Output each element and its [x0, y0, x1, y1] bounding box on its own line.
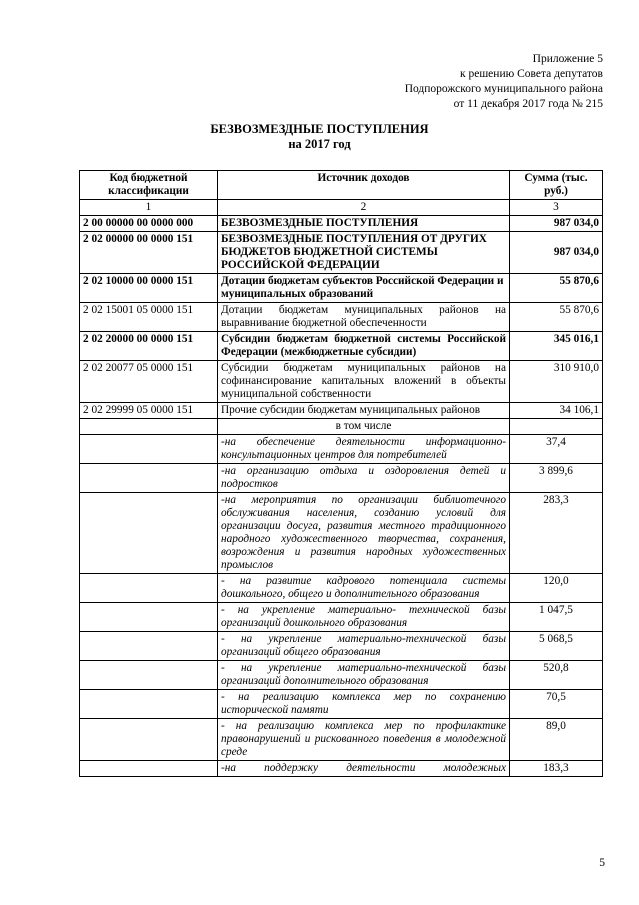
- row-source: Дотации бюджетам муниципальных районов на выравнивание бюджетной обеспеченности: [218, 303, 510, 332]
- appendix-line-3: Подпорожского муниципального района: [404, 83, 603, 95]
- row-code: 2 00 00000 00 0000 000: [80, 216, 218, 232]
- row-source: в том числе: [218, 419, 510, 435]
- row-source: Прочие субсидии бюджетам муниципальных районов: [218, 403, 510, 419]
- row-code: [80, 719, 218, 761]
- appendix-block: [405, 52, 603, 112]
- table-row: [80, 661, 603, 690]
- header-code: Код бюджетной классификации: [80, 171, 218, 200]
- row-sum: 3 899,6: [510, 464, 603, 493]
- row-sum: 987 034,0: [510, 216, 603, 232]
- column-number: 3: [510, 200, 603, 216]
- table-row: [80, 232, 603, 274]
- table-row: [80, 493, 603, 574]
- row-sum: 120,0: [510, 574, 603, 603]
- row-sum: 345 016,1: [510, 332, 603, 361]
- row-sum: 283,3: [510, 493, 603, 574]
- row-source: -на организацию отдыха и оздоровления детей и подростков: [218, 464, 510, 493]
- row-source: - на укрепление материально- технической базы организаций дошкольного образования: [218, 603, 510, 632]
- table-row: [80, 303, 603, 332]
- row-sum: 310 910,0: [510, 361, 603, 403]
- row-code: 2 02 20077 05 0000 151: [80, 361, 218, 403]
- row-source: -на мероприятия по организации библиотечного обслуживания населения, созданию условий для организации досуга, развития местного традиционного народного художественного творчества, сохранения, возрождения и развития народных художественных промыслов: [218, 493, 510, 574]
- table-row: [80, 719, 603, 761]
- row-code: [80, 435, 218, 464]
- row-source: БЕЗВОЗМЕЗДНЫЕ ПОСТУПЛЕНИЯ ОТ ДРУГИХ БЮДЖЕТОВ БЮДЖЕТНОЙ СИСТЕМЫ РОССИЙСКОЙ ФЕДЕРАЦИИ: [218, 232, 510, 274]
- table-row: [80, 761, 603, 777]
- row-code: [80, 761, 218, 777]
- row-code: 2 02 20000 00 0000 151: [80, 332, 218, 361]
- row-source: - на реализацию комплекса мер по профилактике правонарушений и рискованного поведения в молодежной среде: [218, 719, 510, 761]
- row-code: [80, 493, 218, 574]
- row-code: [80, 574, 218, 603]
- row-code: [80, 464, 218, 493]
- row-sum: 5 068,5: [510, 632, 603, 661]
- appendix-line-4: от 11 декабря 2017 года № 215: [453, 98, 603, 110]
- table-row: [80, 464, 603, 493]
- table-row: [80, 435, 603, 464]
- revenue-table: [79, 170, 603, 777]
- row-code: [80, 661, 218, 690]
- row-sum: 89,0: [510, 719, 603, 761]
- row-sum: 70,5: [510, 690, 603, 719]
- row-code: 2 02 29999 05 0000 151: [80, 403, 218, 419]
- row-code: 2 02 15001 05 0000 151: [80, 303, 218, 332]
- column-number: 2: [218, 200, 510, 216]
- row-code: 2 02 00000 00 0000 151: [80, 232, 218, 274]
- appendix-line-1: Приложение 5: [532, 53, 603, 65]
- row-sum: 520,8: [510, 661, 603, 690]
- header-sum: Сумма (тыс. руб.): [510, 171, 603, 200]
- table-row: [80, 332, 603, 361]
- row-source: БЕЗВОЗМЕЗДНЫЕ ПОСТУПЛЕНИЯ: [218, 216, 510, 232]
- row-sum: 987 034,0: [510, 232, 603, 274]
- row-sum: 37,4: [510, 435, 603, 464]
- row-source: -на поддержку деятельности молодежных: [218, 761, 510, 777]
- table-row: [80, 274, 603, 303]
- document-title: [0, 122, 639, 152]
- row-code: [80, 690, 218, 719]
- table-row: [80, 574, 603, 603]
- row-source: - на реализацию комплекса мер по сохранению исторической памяти: [218, 690, 510, 719]
- column-number: 1: [80, 200, 218, 216]
- row-sum: 34 106,1: [510, 403, 603, 419]
- header-source: Источник доходов: [218, 171, 510, 200]
- row-sum: 1 047,5: [510, 603, 603, 632]
- row-sum: 183,3: [510, 761, 603, 777]
- table-row: [80, 603, 603, 632]
- table-row: [80, 216, 603, 232]
- table-row: [80, 403, 603, 419]
- row-sum: [510, 419, 603, 435]
- row-source: Субсидии бюджетам муниципальных районов на софинансирование капитальных вложений в объекты муниципальной собственности: [218, 361, 510, 403]
- row-source: - на укрепление материально-технической базы организаций общего образования: [218, 632, 510, 661]
- title-line-1: БЕЗВОЗМЕЗДНЫЕ ПОСТУПЛЕНИЯ: [210, 122, 429, 136]
- title-line-2: на 2017 год: [288, 137, 351, 151]
- row-code: 2 02 10000 00 0000 151: [80, 274, 218, 303]
- row-source: -на обеспечение деятельности информационно-консультационных центров для потребителей: [218, 435, 510, 464]
- table-row: [80, 632, 603, 661]
- row-sum: 55 870,6: [510, 274, 603, 303]
- row-source: - на укрепление материально-технической базы организаций дополнительного образования: [218, 661, 510, 690]
- table-row: [80, 690, 603, 719]
- table-row: [80, 361, 603, 403]
- row-code: [80, 419, 218, 435]
- row-source: Субсидии бюджетам бюджетной системы Российской Федерации (межбюджетные субсидии): [218, 332, 510, 361]
- row-source: - на развитие кадрового потенциала системы дошкольного, общего и дополнительного образования: [218, 574, 510, 603]
- row-code: [80, 603, 218, 632]
- table-row: [80, 419, 603, 435]
- row-sum: 55 870,6: [510, 303, 603, 332]
- row-source: Дотации бюджетам субъектов Российской Федерации и муниципальных образований: [218, 274, 510, 303]
- row-code: [80, 632, 218, 661]
- page-number: 5: [599, 857, 605, 869]
- appendix-line-2: к решению Совета депутатов: [460, 68, 603, 80]
- table-header-row: [80, 171, 603, 200]
- column-number-row: [80, 200, 603, 216]
